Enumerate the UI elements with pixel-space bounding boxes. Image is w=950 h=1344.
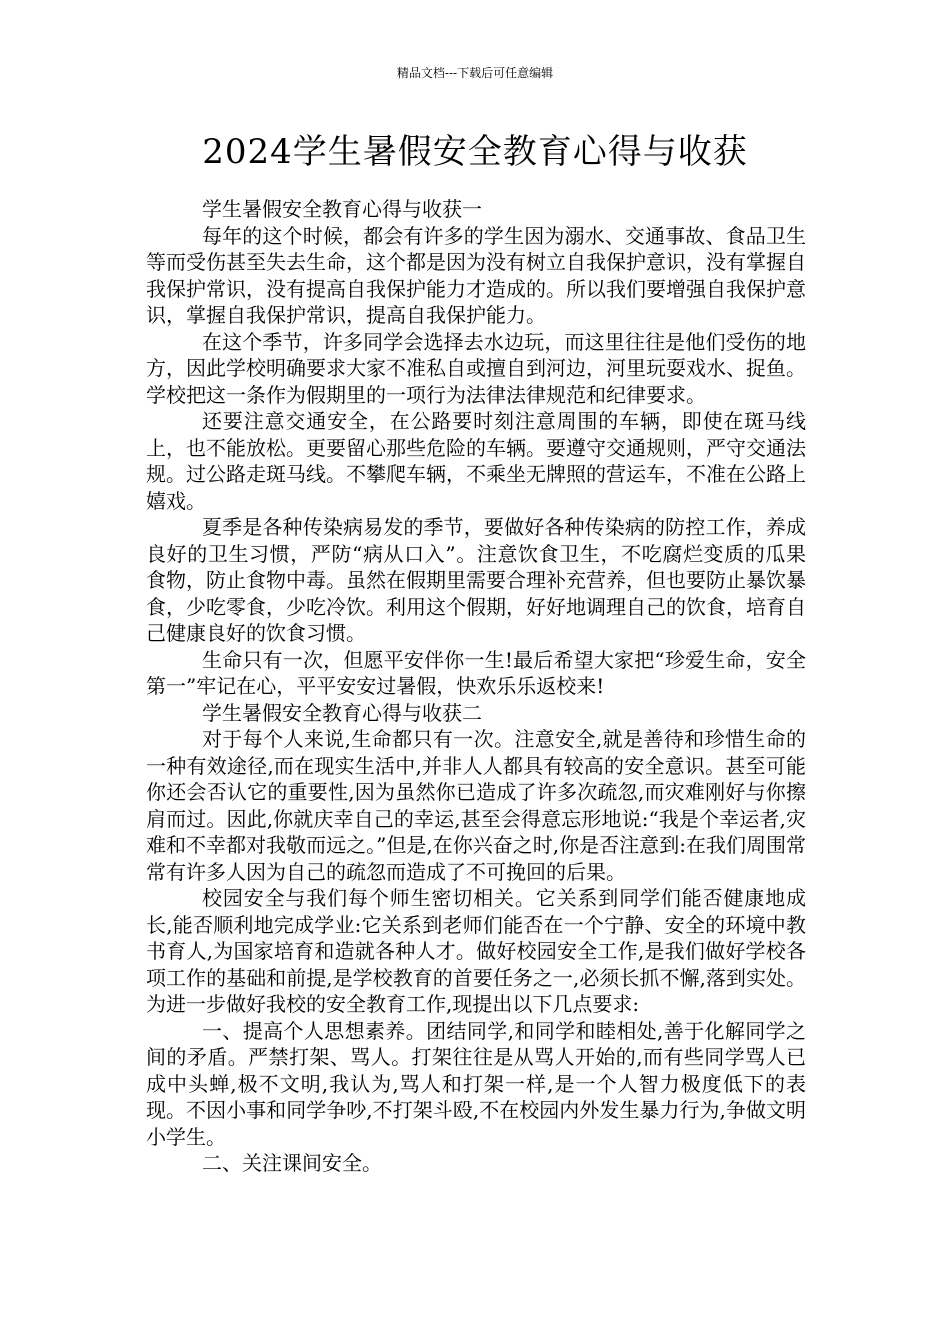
paragraph: 二、关注课间安全。 [202, 1151, 382, 1175]
paragraph: 一、提高个人思想素养。团结同学,和同学和睦相处,善于化解同学之间的矛盾。严禁打架、骂人。打架往往是从骂人开始的,而有些同学骂人已成中头蝉,极不文明,我认为,骂人和打架一样,是一个人智力极度低下的表现。不因小事和同学争吵,不打架斗殴,不在校园内外发生暴力行为,争做文明小学生。 [146, 1018, 806, 1149]
section-heading-1: 学生暑假安全教育心得与收获一 [202, 197, 482, 221]
document-title: 2024学生暑假安全教育心得与收获 [202, 132, 748, 172]
paragraph: 校园安全与我们每个师生密切相关。它关系到同学们能否健康地成长,能否顺利地完成学业:它关系到老师们能否在一个宁静、安全的环境中教书育人,为国家培育和造就各种人才。做好校园安全工作,是我们做好学校各项工作的基础和前提,是学校教育的首要任务之一,必须长抓不懈,落到实处。为进一步做好我校的安全教育工作,现提出以下几点要求: [146, 886, 806, 1016]
paragraph: 对于每个人来说,生命都只有一次。注意安全,就是善待和珍惜生命的一种有效途径,而在现实生活中,并非人人都具有较高的安全意识。甚至可能你还会否认它的重要性,因为虽然你已造成了许多次疏忽,而灾难刚好与你擦肩而过。因此,你就庆幸自己的幸运,甚至会得意忘形地说:“我是个幸运者,灾难和不幸都对我敬而远之。”但是,在你兴奋之时,你是否注意到:在我们周围常常有许多人因为自己的疏忽而造成了不可挽回的后果。 [146, 727, 806, 884]
section-heading-2: 学生暑假安全教育心得与收获二 [202, 700, 482, 725]
paragraph: 每年的这个时候，都会有许多的学生因为溺水、交通事故、食品卫生等而受伤甚至失去生命，这个都是因为没有树立自我保护意识，没有掌握自我保护常识，没有提高自我保护能力才造成的。所以我们要增强自我保护意识，掌握自我保护常识，提高自我保护能力。 [146, 223, 806, 327]
page-header: 精品文档---下载后可任意编辑 [396, 66, 554, 80]
paragraph: 夏季是各种传染病易发的季节，要做好各种传染病的防控工作，养成良好的卫生习惯，严防“病从口入”。注意饮食卫生，不吃腐烂变质的瓜果食物，防止食物中毒。虽然在假期里需要合理补充营养，但也要防止暴饮暴食，少吃零食，少吃冷饮。利用这个假期，好好地调理自己的饮食，培育自己健康良好的饮食习惯。 [146, 515, 806, 645]
paragraph: 还要注意交通安全，在公路要时刻注意周围的车辆，即使在斑马线上，也不能放松。更要留心那些危险的车辆。要遵守交通规则，严守交通法规。过公路走斑马线。不攀爬车辆，不乘坐无牌照的营运车，不准在公路上嬉戏。 [146, 409, 806, 513]
document-body [146, 196, 806, 1177]
paragraph: 在这个季节，许多同学会选择去水边玩，而这里往往是他们受伤的地方，因此学校明确要求大家不准私自或擅自到河边，河里玩耍戏水、捉鱼。学校把这一条作为假期里的一项行为法律法律规范和纪律要求。 [146, 329, 806, 407]
paragraph: 生命只有一次，但愿平安伴你一生!最后希望大家把“珍爱生命，安全第一”牢记在心，平平安安过暑假，快欢乐乐返校来! [146, 647, 806, 698]
